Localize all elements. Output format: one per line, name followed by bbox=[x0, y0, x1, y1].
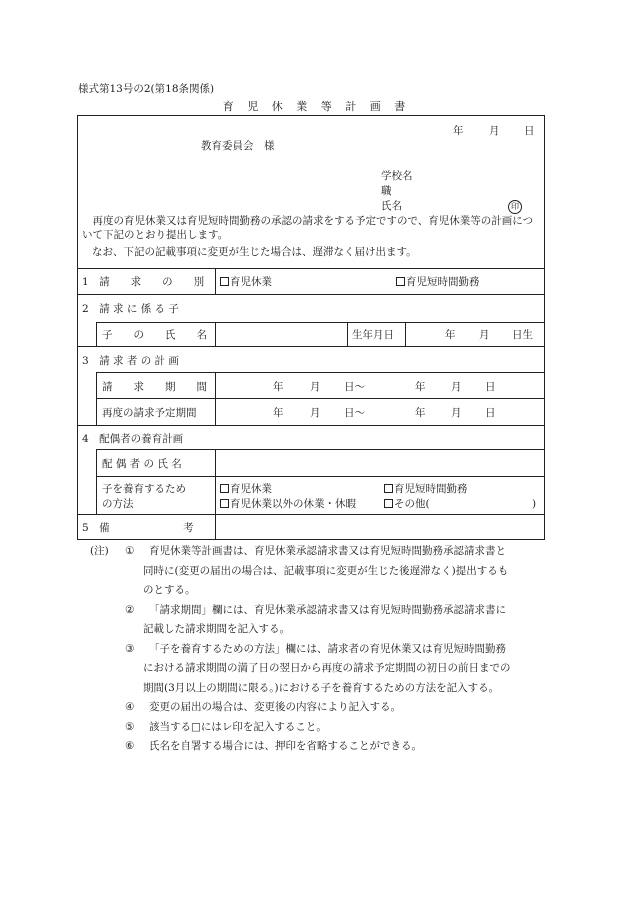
other-close-paren: ) bbox=[532, 498, 537, 510]
section-4-label: 4 配偶者の養育計画 bbox=[82, 433, 184, 445]
spouse-option-short-hours[interactable] bbox=[384, 483, 468, 497]
day-from-text: 日～ bbox=[344, 381, 365, 393]
option-short-hours[interactable] bbox=[396, 276, 480, 290]
option-label: 育児休業 bbox=[230, 483, 272, 495]
school-label: 学校名 bbox=[381, 170, 413, 182]
divider bbox=[77, 346, 545, 347]
intro-text: 再度の育児休業又は育児短時間勤務の承認の請求をする予定ですので、育児休業等の計画について下記のとおり提出します。 bbox=[82, 215, 534, 241]
divider bbox=[77, 268, 545, 269]
note-text: 記載した請求期間を記入する。 bbox=[143, 623, 290, 635]
divider bbox=[96, 476, 545, 477]
note-number: ⑥ bbox=[125, 740, 135, 752]
divider bbox=[215, 372, 216, 425]
section-5-label: 5 備 考 bbox=[82, 522, 194, 534]
replan-period-label: 再度の請求予定期間 bbox=[102, 407, 197, 419]
child-name-label: 子 の 氏 名 bbox=[102, 329, 207, 341]
divider bbox=[347, 322, 348, 346]
option-label: 育児休業以外の休業・休暇 bbox=[230, 498, 356, 510]
date-day: 日 bbox=[524, 125, 535, 137]
note-number: ③ bbox=[125, 642, 135, 655]
divider bbox=[215, 449, 216, 540]
divider bbox=[77, 294, 545, 295]
note-number: ④ bbox=[125, 701, 135, 713]
checkbox-icon[interactable] bbox=[220, 484, 229, 493]
form-title: 育 児 休 業 等 計 画 書 bbox=[222, 100, 408, 113]
note-text: 「子を養育するための方法」欄には、請求者の育児休業又は育児短時間勤務 bbox=[149, 642, 506, 655]
note-number: ⑤ bbox=[125, 720, 135, 733]
section-2-label: 2 請 求 に 係 る 子 bbox=[82, 303, 179, 315]
divider bbox=[96, 322, 545, 323]
birth-day: 日生 bbox=[512, 329, 533, 341]
option-label: 育児休業 bbox=[230, 276, 272, 288]
spouse-name-label: 配 偶 者 の 氏 名 bbox=[102, 458, 182, 470]
checkbox-icon[interactable] bbox=[384, 484, 393, 493]
section-1-label: 1 請 求 の 別 bbox=[82, 276, 205, 288]
divider bbox=[96, 322, 97, 346]
note-text: 同時に(変更の届出の場合は、記載事項に変更が生じた後遅滞なく)提出するも bbox=[143, 564, 509, 577]
note-text: 変更の届出の場合は、変更後の内容により記入する。 bbox=[149, 701, 401, 713]
year-text: 年 bbox=[273, 407, 284, 419]
date-year: 年 bbox=[453, 125, 464, 137]
seal-icon: 印 bbox=[508, 200, 522, 214]
note-text: 期間(3月以上の期間に限る。)における子を養育するための方法を記入する。 bbox=[143, 681, 500, 694]
month-text: 月 bbox=[310, 407, 321, 419]
divider bbox=[96, 449, 97, 514]
month-text: 月 bbox=[451, 381, 462, 393]
birth-year: 年 bbox=[445, 329, 456, 341]
addressee: 教育委員会 様 bbox=[201, 140, 275, 152]
divider bbox=[96, 398, 545, 399]
note-text: のとする。 bbox=[143, 584, 196, 596]
seal-mark bbox=[508, 200, 522, 214]
day-text: 日 bbox=[485, 381, 496, 393]
year-text: 年 bbox=[415, 381, 426, 393]
divider bbox=[77, 425, 545, 426]
birth-date-label: 生年月日 bbox=[352, 329, 394, 341]
checkbox-icon[interactable] bbox=[220, 499, 229, 508]
option-label: 育児短時間勤務 bbox=[394, 483, 468, 495]
checkbox-icon[interactable] bbox=[396, 277, 405, 286]
divider bbox=[96, 372, 97, 425]
note-text: 「請求期間」欄には、育児休業承認請求書又は育児短時間勤務承認請求書に bbox=[149, 603, 506, 616]
spouse-option-leave[interactable] bbox=[220, 483, 272, 497]
divider bbox=[215, 268, 216, 294]
year-text: 年 bbox=[415, 407, 426, 419]
divider bbox=[215, 322, 216, 346]
divider bbox=[96, 372, 545, 373]
name-label: 氏名 bbox=[381, 200, 402, 212]
notes-prefix: (注) bbox=[90, 545, 109, 557]
birth-month: 月 bbox=[479, 329, 490, 341]
method-label: 子を養育するため bbox=[102, 483, 186, 495]
form-number: 様式第13号の2(第18条関係) bbox=[78, 83, 215, 95]
checkbox-icon[interactable] bbox=[384, 499, 393, 508]
day-from-text: 日～ bbox=[344, 407, 365, 419]
note-text: 育児休業等計画書は、育児休業承認請求書又は育児短時間勤務承認請求書と bbox=[149, 545, 506, 557]
method-label: の方法 bbox=[102, 498, 134, 510]
spouse-option-other[interactable] bbox=[384, 498, 430, 512]
spouse-option-other-leave[interactable] bbox=[220, 498, 356, 512]
note-number: ① bbox=[125, 545, 135, 557]
month-text: 月 bbox=[310, 381, 321, 393]
checkbox-icon[interactable] bbox=[220, 277, 229, 286]
day-text: 日 bbox=[485, 407, 496, 419]
note-text: 氏名を自署する場合には、押印を省略することができる。 bbox=[149, 740, 422, 752]
section-3-label: 3 請 求 者 の 計 画 bbox=[82, 355, 179, 367]
note-text: における請求期間の満了日の翌日から再度の請求予定期間の初日の前日までの bbox=[143, 662, 511, 674]
date-month: 月 bbox=[489, 125, 500, 137]
divider bbox=[96, 449, 545, 450]
option-childcare-leave[interactable] bbox=[220, 276, 272, 290]
year-text: 年 bbox=[273, 381, 284, 393]
option-label: 育児短時間勤務 bbox=[406, 276, 480, 288]
request-period-label: 請 求 期 間 bbox=[102, 381, 207, 393]
note-text: 該当する□にはレ印を記入すること。 bbox=[149, 720, 327, 733]
month-text: 月 bbox=[451, 407, 462, 419]
intro-note: なお、下記の記載事項に変更が生じた場合は、遅滞なく届け出ます。 bbox=[92, 246, 417, 258]
option-label: その他( bbox=[394, 498, 430, 510]
note-number: ② bbox=[125, 603, 135, 616]
divider bbox=[77, 514, 545, 515]
divider bbox=[405, 322, 406, 346]
position-label: 職 bbox=[381, 185, 392, 197]
